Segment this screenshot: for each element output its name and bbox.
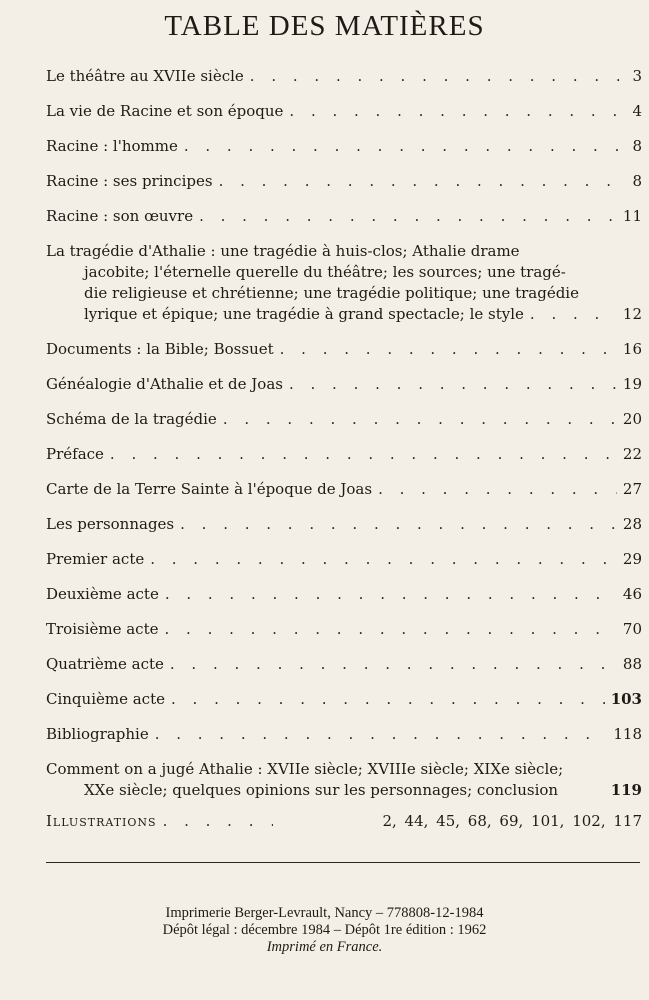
toc-entry [46, 339, 642, 360]
leader-dots [150, 549, 617, 570]
toc-entry-page: 16 [622, 340, 642, 358]
leader-dots [184, 136, 627, 157]
toc-entry-page: 3 [632, 67, 642, 85]
toc-entry-page: 20 [622, 410, 642, 428]
toc-entry [46, 514, 642, 535]
toc-entry-title: Racine : ses principes [46, 172, 213, 190]
toc-entry-title: Premier acte [46, 550, 145, 568]
toc-entry-page: 119 [610, 781, 642, 799]
leader-dots [250, 66, 627, 87]
toc-entry [46, 654, 642, 675]
leader-dots [289, 101, 626, 122]
toc-entry-last-line [84, 780, 642, 801]
toc-entry-last-line [84, 304, 642, 325]
toc-entry-page: 12 [622, 305, 642, 323]
illustrations-pages: 2, 44, 45, 68, 69, 101, 102, 117 [382, 812, 642, 830]
toc-entry-line: lyrique et épique; une tragédie à grand spectacle; le style [84, 305, 524, 323]
toc-entry-page: 4 [632, 102, 642, 120]
toc-entry [46, 101, 642, 122]
toc-entry [46, 66, 642, 87]
toc-entry [46, 724, 642, 745]
leader-dots [171, 689, 605, 710]
toc-entry [46, 444, 642, 465]
toc-entry-title: Cinquième acte [46, 690, 165, 708]
toc-entry-page: 88 [622, 655, 642, 673]
toc-entry-line: die religieuse et chrétienne; une tragédie politique; une tragédie [84, 284, 579, 302]
toc-entry [46, 136, 642, 157]
toc-entry-title: Schéma de la tragédie [46, 410, 217, 428]
toc-entry-page: 70 [622, 620, 642, 638]
illustrations-label: Illustrations [46, 812, 157, 830]
printed-in-line: Imprimé en France. [266, 939, 383, 955]
toc-entry [46, 619, 642, 640]
toc-entry [46, 206, 642, 227]
toc-entry-line: Comment on a jugé Athalie : XVIIe siècle; XVIIIe siècle; XIXe siècle; [46, 760, 564, 778]
toc-entry [46, 409, 642, 430]
toc-entry-page: 28 [622, 515, 642, 533]
toc-entry-line: XXe siècle; quelques opinions sur les personnages; conclusion [84, 781, 559, 799]
toc-entry-title: Préface [46, 445, 104, 463]
toc-entry-title: Le théâtre au XVIIe siècle [46, 67, 244, 85]
printer-line: Imprimerie Berger-Levrault, Nancy – 778808-12-1984 [165, 905, 484, 921]
toc-entry [46, 584, 642, 605]
toc-entry-page: 118 [613, 725, 642, 743]
leader-dots [163, 811, 273, 832]
toc-entry-page: 22 [622, 445, 642, 463]
toc-entry-title: Racine : l'homme [46, 137, 178, 155]
toc-entry-multiline [46, 759, 642, 801]
toc-entry-title: Deuxième acte [46, 585, 159, 603]
toc-entry-multiline [46, 241, 642, 325]
leader-dots [170, 654, 617, 675]
toc-entry-title: Documents : la Bible; Bossuet [46, 340, 274, 358]
toc-entry-title: La vie de Racine et son époque [46, 102, 284, 120]
toc-entry [46, 479, 642, 500]
toc-entry [46, 374, 642, 395]
leader-dots [110, 444, 617, 465]
toc-entry-title: Racine : son œuvre [46, 207, 194, 225]
toc-entry-page: 27 [622, 480, 642, 498]
leader-dots [155, 724, 608, 745]
leader-dots [165, 619, 617, 640]
leader-dots [280, 339, 617, 360]
toc-entry-title: Troisième acte [46, 620, 159, 638]
toc-entry [46, 171, 642, 192]
toc-entry-page: 46 [622, 585, 642, 603]
toc-entry-line: jacobite; l'éternelle querelle du théâtre; les sources; une tragé- [84, 263, 566, 281]
leader-dots [180, 514, 617, 535]
toc-entry-title: Carte de la Terre Sainte à l'époque de Joas [46, 480, 373, 498]
illustrations-entry [46, 811, 642, 832]
leader-dots [165, 584, 617, 605]
toc-entry-page: 11 [622, 207, 642, 225]
horizontal-rule [46, 862, 640, 863]
toc-list [46, 66, 642, 832]
toc-entry-title: Généalogie d'Athalie et de Joas [46, 375, 283, 393]
leader-dots [223, 409, 617, 430]
toc-entry-page: 103 [610, 690, 642, 708]
toc-entry [46, 549, 642, 570]
toc-entry-title: Quatrième acte [46, 655, 164, 673]
leader-dots [199, 206, 617, 227]
toc-entry-line: La tragédie d'Athalie : une tragédie à huis-clos; Athalie drame [46, 242, 520, 260]
toc-entry [46, 689, 642, 710]
leader-dots [530, 304, 617, 325]
legal-deposit-line: Dépôt légal : décembre 1984 – Dépôt 1re édition : 1962 [162, 922, 487, 938]
toc-entry-title: Les personnages [46, 515, 175, 533]
page-title: TABLE DES MATIÈRES [164, 10, 485, 42]
toc-entry-title: Bibliographie [46, 725, 149, 743]
leader-dots [219, 171, 627, 192]
toc-entry-page: 8 [632, 172, 642, 190]
leader-dots [378, 479, 617, 500]
leader-dots [289, 374, 617, 395]
printer-colophon [0, 905, 649, 956]
toc-entry-page: 19 [622, 375, 642, 393]
toc-entry-page: 29 [622, 550, 642, 568]
toc-entry-page: 8 [632, 137, 642, 155]
